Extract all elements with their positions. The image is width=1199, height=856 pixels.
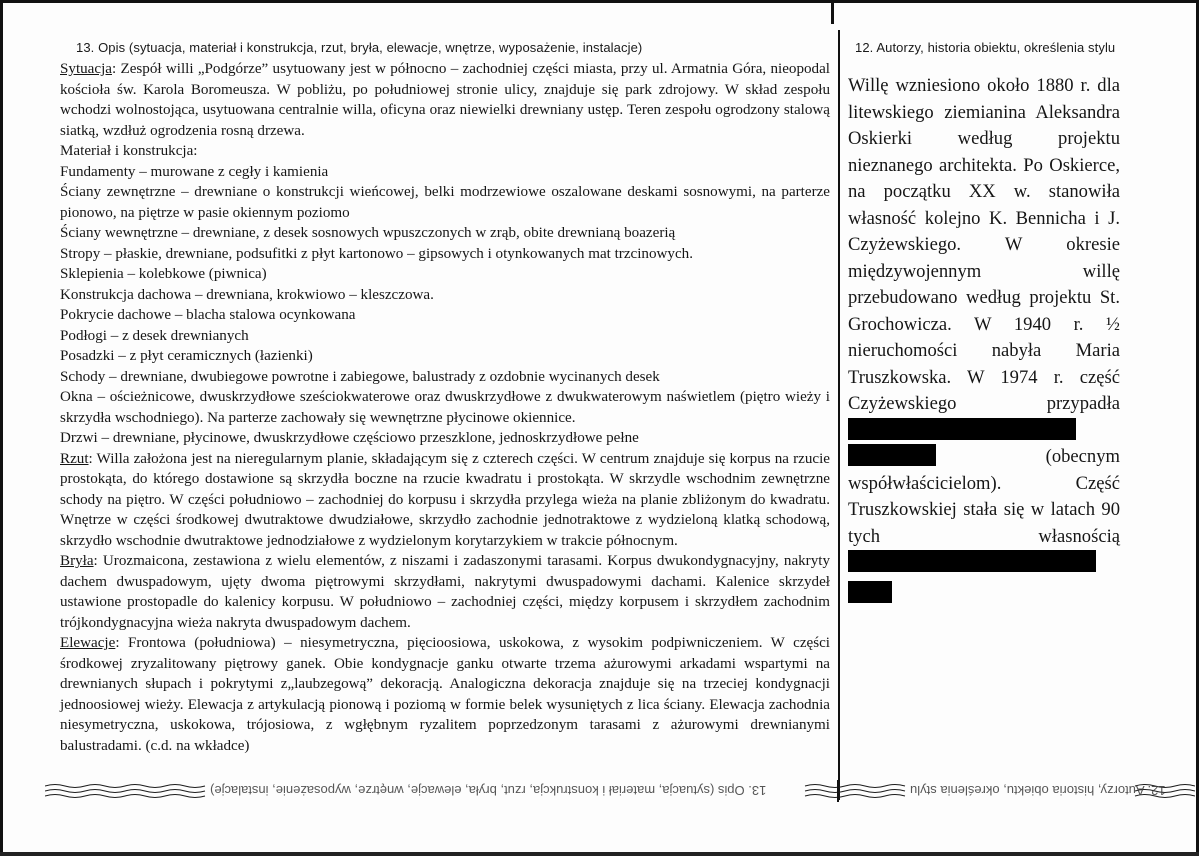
mirrored-bleed-through-band [45, 780, 1195, 802]
rzut-label: Rzut [60, 450, 89, 467]
sytuacja-label: Sytuacja [60, 61, 112, 77]
description-panel [60, 40, 830, 756]
rzut-paragraph [60, 449, 830, 552]
sytuacja-text: : Zespół willi „Podgórze” usytuowany jest w północno – zachodniej części miasta, przy ul. Armatnia Góra, nieopodal kościoła św. Karola Boromeusza. W pobliżu, po południowej stronie ulicy, znajduje się park zdrojowy. W skład zespołu wchodzi wolnostojąca, usytuowana centralnie willa, oficyna oraz niewielki drewniany ustęp. Teren zespołu ogrodzony stalową siatką, wzdłuż ogrodzenia rosną drzewa. [60, 61, 830, 139]
elewacje-text: : Frontowa (południowa) – niesymetryczna, pięcioosiowa, uskokowa, z wysokim podpiwniczeniem. W części środkowej zryzalitowany piętrowy ganek. Obie kondygnacje ganku otwarte trzema ażurowymi arkadami wspartymi na drewnianych słupach i pokrytymi z„laubzegową” dekoracją. Analogiczna dekoracja znajduje się na trzeciej kondygnacji jednoosiowej wieży. Elewacja z artykulacją pionową i poziomą w formie belek wysuniętych z lica ściany. Elewacja zachodnia niesymetryczna, uskokowa, trójosiowa, z wgłębnym ryzalitem poprzedzonym tarasami z ażurowymi drewnianymi balustradami. (c.d. na wkładce) [60, 635, 830, 754]
stropy-line: Stropy – płaskie, drewniane, podsufitki z płyt kartonowo – gipsowych i otynkowanych mat trzcinowych. [60, 245, 693, 262]
okna-line: Okna – ościeżnicowe, dwuskrzydłowe sześciokwaterowe oraz dwuskrzydłowe z dwukwaterowym naświetlem (piętro wieży i skrzydła wschodniego). Na parterze zachowały się wewnętrzne płycinowe okiennice. [60, 389, 830, 426]
mirrored-header-12: 12. Autorzy, historia obiektu, określenia stylu [910, 783, 1166, 798]
redaction-bar [848, 418, 1076, 440]
scan-edge-left [0, 0, 3, 856]
material-heading [60, 141, 830, 162]
redaction-bar [848, 444, 936, 466]
mirrored-header-13: 13. Opis (sytuacja, materiał i konstrukcja, rzut, bryła, elewacje, wnętrze, wyposażenie, instalacje) [210, 783, 767, 798]
drzwi-line: Drzwi – drewniane, płycinowe, dwuskrzydłowe częściowo przeszklone, jednoskrzydłowe pełne [60, 430, 639, 446]
history-panel [843, 40, 1173, 603]
bryla-label: Bryła [60, 553, 94, 569]
sytuacja-paragraph [60, 59, 830, 141]
posadzki-line: Posadzki – z płyt ceramicznych (łazienki) [60, 348, 313, 364]
section-13-header: 13. Opis (sytuacja, materiał i konstrukcja, rzut, bryła, elewacje, wnętrze, wyposażenie, instalacje) [76, 40, 643, 55]
podlogi-line: Podłogi – z desek drewnianych [60, 327, 249, 344]
bryla-text: : Urozmaicona, zestawiona z wielu elementów, z niszami i zadaszonymi tarasami. Korpus dwukondygnacyjny, nakryty dachem dwuspadowym, ujęty dwoma piętrowymi skrzydłami, nakrytymi dwuspadowymi dachami. Kalenice skrzydeł ustawione prostopadle do kalenicy korpusu. W południowo – zachodniej części, między korpusem i skrzydłem zachodnim trójkondygnacyjna wieża nakryta dwuspadowym dachem. [60, 553, 830, 631]
material-label: Materiał i konstrukcja [60, 143, 194, 159]
redaction-bar [848, 550, 1096, 572]
fundamenty-line: Fundamenty – murowane z cegły i kamienia [60, 163, 329, 180]
pokrycie-line: Pokrycie dachowe – blacha stalowa ocynkowana [60, 307, 356, 323]
rzut-text: : Willa założona jest na nieregularnym planie, składającym się z czterech części. W centrum znajduje się korpus na rzucie prostokąta, do którego dostawione są skrzydła boczne na rzucie kwadratu i prostokąta. W skrzydle wschodnim zewnętrzne schody na piętro. W części południowo – zachodniej do korpusu i skrzydła przylega wieża na planie zbliżonym do kwadratu. Wnętrze w części środkowej dwutraktowe dwudziałowe, skrzydło zachodnie jednotraktowe z wydzieloną klatką schodową, skrzydło wschodnie dwutraktowe jednodziałowe z wydzielonym korytarzykiem w trakcie północnym. [60, 450, 830, 549]
elewacje-label: Elewacje [60, 635, 116, 651]
elewacje-paragraph [60, 633, 830, 756]
konstrukcja-dachowa-line: Konstrukcja dachowa – drewniana, krokwiowo – kleszczowa. [60, 286, 434, 303]
history-text-part-2: (obecnym współwłaścicielom). Część Truszkowskiej stała się w latach 90 tych własnością [848, 446, 1120, 547]
sciany-wewnetrzne-line: Ściany wewnętrzne – drewniane, z desek sosnowych wpuszczonych w zrąb, obite drewnianą boazerią [60, 225, 676, 241]
bryla-paragraph [60, 551, 830, 633]
section-12-header: 12. Autorzy, historia obiektu, określenia stylu [855, 40, 1116, 55]
column-divider [838, 30, 840, 800]
column-divider-top [831, 0, 834, 24]
redaction-bar [848, 581, 892, 603]
sciany-zewnetrzne-line: Ściany zewnętrzne – drewniane o konstrukcji wieńcowej, belki modrzewiowe oszalowane deskami sosnowymi, na parterze pionowo, na piętrze w pasie okiennym poziomo [60, 184, 830, 221]
schody-line: Schody – drewniane, dwubiegowe powrotne i zabiegowe, balustrady z ozdobnie wycinanych desek [60, 368, 660, 385]
scan-edge-bottom [0, 852, 1199, 856]
history-text [848, 73, 1120, 603]
material-colon: : [193, 143, 198, 159]
sklepienia-line: Sklepienia – kolebkowe (piwnica) [60, 266, 267, 282]
scan-edge-top [0, 0, 1199, 3]
history-text-part-1: Willę wzniesiono około 1880 r. dla litewskiego ziemianina Aleksandra Oskierki według projektu nieznanego architekta. Po Oskierce, na początku XX w. stanowiła własność kolejno K. Bennicha i J. Czyżewskiego. W okresie międzywojennym willę przebudowano według projektu St. Grochowicza. W 1940 r. ½ nieruchomości nabyła Maria Truszkowska. W 1974 r. część Czyżewskiego przypadła [848, 75, 1120, 414]
